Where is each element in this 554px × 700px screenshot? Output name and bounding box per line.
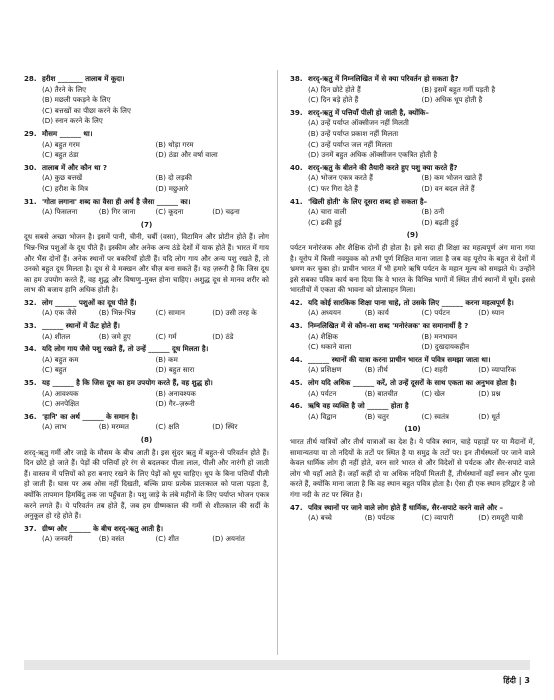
- question-number: 36.: [24, 411, 37, 421]
- option: (C) स्वतंत्र: [421, 411, 449, 421]
- option: (B) थोड़ा गरम: [155, 139, 194, 149]
- option: (D) चढ़ना: [212, 207, 240, 217]
- passage-text: शरद्-ऋतु गर्मी और जाड़े के मौसम के बीच आती है। इस सुंदर ऋतु में बहुत-से परिवर्तन होते हैं। दिन छोटे हो जाते हैं। पेड़ों की पत्तियाँ हरे रंग से बदलकर पीला लाल, पीली और नारंगी हो जाती हैं। वास्तव में पत्तियों को हरा बनाए रखने के लिए पेड़ों को धूप चाहिए। धूप के बिना पत्तियाँ पीली हो जाती हैं। घास पर अब ओस नहीं दिखती, बल्कि प्रायः प्रत्येक प्रातःकाल को पाला पड़ता है, क्योंकि तापमान हिमबिंदु तक जा पहुँचता है। पशु जाड़े के लंबे महीनों के लिए पर्याप्त भोजन एकत्र करने लगते हैं। ये परिवर्तन तब होते हैं, जब हम ग्रीष्मकाल की गर्मी से शीतकाल की सर्दी के अनुकूल हो रहे होते हैं।: [24, 447, 269, 521]
- option-row: [290, 85, 535, 96]
- question-text: ______ स्थानों की यात्रा करना प्राचीन भारत में पवित्र समझा जाता था।: [308, 354, 491, 364]
- option: (B) मनभावन: [421, 331, 458, 341]
- option: (B) कम भोजन खाते हैं: [421, 173, 483, 183]
- column-divider: [277, 70, 278, 655]
- passage-text: पर्यटन मनोरंजक और शैक्षिक दोनों ही होता है। इसे सदा ही शिक्षा का महत्वपूर्ण अंग माना गया है। यूरोप में किसी नवयुवक को तभी पूर्ण शिक्षित माना जाता है जब वह यूरोप के बहुत से देशों में भ्रमण कर चुका हो। प्राचीन भारत में भी हमारे ऋषि पर्यटन के महान मूल्य को समझते थे। उन्होंने इसे सबका पवित्र कार्य बना दिया कि वे भारत के विभिन्न भागों में स्थित तीर्थ स्थानों में घूमें। इससे भारतीयों में एकता की भावना को प्रोत्साहन मिला।: [290, 242, 535, 295]
- option: (B) ठनी: [421, 207, 445, 217]
- right-column: [290, 72, 535, 524]
- option: (C) क्षति: [155, 422, 180, 432]
- question-number: 43.: [290, 321, 303, 331]
- option: (D) स्थिर: [212, 422, 238, 432]
- passage-text: दूध सबसे अच्छा भोजन है। इसमें पानी, चीनी, चर्बी (वसा), विटामिन और प्रोटीन होते हैं। लोग भिन्न-भिन्न पशुओं के दूध पीते हैं। इस्कीम और अनेक अन्य ठंडे देशों में याक होते हैं। भारत में गाय और भैंस दोनों हैं। अनेक स्थानों पर बकरियाँ होती हैं। यदि लोग गाय और अन्य पशु रखते हैं, तो उनको बहुत दूध मिलता है। दूध से वे मक्खन और चीज़ बना सकते हैं। यह ज़रूरी है कि जिस दूध का हम उपयोग करते हैं, वह शुद्ध और विषाणु–मुक्त होना चाहिए। अशुद्ध दूध से मानव शरीर को लाभ की बजाय हानि अधिक होती है।: [24, 232, 269, 295]
- question: [290, 163, 535, 174]
- option-row: [24, 399, 269, 410]
- option: (D) उनमें बहुत अधिक ऑक्सीजन एकत्रित होती है: [308, 150, 438, 160]
- passage-number: (8): [140, 435, 153, 444]
- option-row: [24, 534, 269, 545]
- question-text: मौसम ______ था।: [42, 128, 93, 138]
- question-text: 'गोता लगाना' शब्द का वैसा ही अर्थ है जैसा ______ का।: [42, 196, 191, 206]
- option: (A) जनवरी: [42, 534, 73, 544]
- option: (B) भिन्न-भिन्न: [98, 308, 136, 318]
- option: (B) जमे हुए: [98, 331, 131, 341]
- question-text: हरीश _______ तालाब में कूदा।: [42, 74, 125, 83]
- option-row: [24, 173, 269, 184]
- page-footer: हिंदी | 3: [503, 676, 530, 685]
- option-row: [290, 207, 535, 218]
- question-text: निम्नलिखित में से कौन–सा शब्द 'मनोरंजक' का समानार्थी है ?: [308, 321, 469, 331]
- option-row: [24, 365, 269, 376]
- option: (D) अधिक धूप होती है: [421, 95, 483, 105]
- option: (A) तैरने के लिए: [42, 84, 87, 94]
- option: (A) लाभ: [42, 422, 67, 432]
- question-text: शरद्-ऋतु में निम्नलिखित में से क्या परिवर्तन हो सकता है?: [308, 74, 459, 83]
- option: (B) बातचीत: [364, 388, 398, 398]
- option: (A) उन्हें पर्याप्त ऑक्सीजन नहीं मिलती: [308, 118, 409, 128]
- question-number: 45.: [290, 378, 303, 388]
- option: (C) अनपेक्षित: [42, 399, 80, 409]
- option: (A) एक जैसे: [42, 308, 77, 318]
- option: (A) शैक्षिक: [308, 331, 338, 341]
- question: [290, 355, 535, 366]
- option: (A) अध्ययन: [308, 308, 341, 318]
- option-row: [290, 365, 535, 376]
- option-row: [24, 355, 269, 366]
- question: [290, 503, 535, 514]
- option: (D) धूर्त: [478, 411, 500, 421]
- option: (B) इसमें बहुत गर्मी पड़ती है: [421, 84, 496, 94]
- passage-number: (7): [140, 219, 153, 229]
- option: (B) मछली पकड़ने के लिए: [42, 95, 111, 105]
- question: [24, 74, 269, 85]
- question-text: ______ स्थानों में ऊँट होते हैं।: [42, 321, 120, 331]
- option: (A) फिसलना: [42, 207, 78, 217]
- option: (D) दुखदायकहीन: [421, 342, 470, 352]
- option: (A) बहुत कम: [42, 354, 79, 364]
- option: (A) चारा वाली: [308, 207, 347, 217]
- option-row: [24, 308, 269, 319]
- option: (D) उसी तरह के: [212, 308, 257, 318]
- option-row: [290, 184, 535, 195]
- question: [290, 108, 535, 119]
- question-number: 33.: [24, 321, 37, 331]
- question-text: तालाब में और कौन था ?: [42, 162, 108, 172]
- passage-number: (10): [404, 424, 421, 434]
- question-text: 'हानि' का अर्थ ______ के समान है।: [42, 411, 138, 421]
- option: (C) बहुत: [42, 365, 67, 375]
- option: (B) पर्यटक: [364, 513, 395, 523]
- option: (D) स्नान करने के लिए: [42, 116, 103, 126]
- option-row: [290, 95, 535, 106]
- option-row: [24, 184, 269, 195]
- question-text: ग्रीष्म और ______ के बीच शरद्-ऋतु आती है।: [42, 523, 164, 533]
- option-row: [290, 389, 535, 400]
- question-number: 47.: [290, 502, 303, 512]
- option: (A) विद्वान: [308, 411, 337, 421]
- option: (B) उन्हें पर्याप्त प्रकाश नहीं मिलता: [308, 128, 399, 138]
- option: (C) ढकी हुई: [308, 217, 342, 227]
- option-row: [290, 332, 535, 343]
- option: (C) फर गिरा देते हैं: [308, 183, 359, 193]
- option: (C) हरीश के मित्र: [42, 183, 89, 193]
- option: (B) अनावश्यक: [155, 388, 196, 398]
- question: [290, 378, 535, 389]
- option: (A) बच्चे: [308, 513, 332, 523]
- question-number: 46.: [290, 401, 303, 411]
- option: (A) पर्यटन: [308, 388, 337, 398]
- question: [24, 412, 269, 423]
- question-number: 32.: [24, 297, 37, 307]
- footer-bar: [24, 660, 530, 670]
- option: (B) मरम्मत: [98, 422, 129, 432]
- option: (C) पर्यटन: [421, 308, 450, 318]
- question-number: 37.: [24, 523, 37, 533]
- option-row: [24, 207, 269, 218]
- question-text: ऋषि वह व्यक्ति है जो ______ होता है: [308, 401, 409, 411]
- option-row: [290, 218, 535, 229]
- option: (B) कम: [155, 354, 178, 364]
- option: (C) दिन बड़े होते हैं: [308, 95, 359, 105]
- question: [24, 197, 269, 208]
- question-text: पवित्र स्थानों पर जाने वाले लोग होते हैं धार्मिक, सैर-सपाटे करने वाले और –: [308, 502, 504, 512]
- option: (D) बहुत सारा: [155, 365, 195, 375]
- option: (D) ठंडे: [212, 331, 234, 341]
- option: (D) वन बदल लेते हैं: [421, 183, 475, 193]
- option-row: [290, 342, 535, 353]
- left-column: [24, 72, 269, 545]
- question: [24, 344, 269, 355]
- option: (C) बत्तखों का पीछा करने के लिए: [42, 105, 131, 115]
- question: [24, 378, 269, 389]
- question-text: शरद्-ऋतु में पत्तियाँ पीली हो जाती है, क्योंकि–: [308, 107, 429, 117]
- question: [290, 298, 535, 309]
- question-number: 34.: [24, 344, 37, 354]
- question: [290, 74, 535, 85]
- passage-text: भारत तीर्थ यात्रियों और तीर्थ यात्राओं का देश है। ये पवित्र स्थान, चाहे पहाड़ों पर या मैदानों में, सामान्यतया या तो नदियों के तटों पर स्थित है या समुद्र के तटों पर। इन तीर्थस्थलों पर जाने वाले केवल धार्मिक लोग ही नहीं होते, वरन सारे भारत से और विदेशों से पर्यटक और सैर-सपाटे वाले लोग भी यहाँ आते हैं। जहाँ कहीं दो या अधिक नदियाँ मिलती हैं, तीर्थस्थानों वहाँ स्नान और पूजा करते हैं, क्योंकि माना जाता है कि वह स्थान बहुत पवित्र होता है। ऐसा ही एक स्थान हरिद्वार है जो गंगा नदी के तट पर स्थित है।: [290, 437, 535, 499]
- option: (C) बहुत ठंडा: [42, 150, 79, 160]
- question-number: 29.: [24, 128, 37, 138]
- option: (C) शहरी: [421, 365, 448, 375]
- question-number: 40.: [290, 162, 303, 172]
- option: (D) बढ़ती हुई: [421, 217, 459, 227]
- option-row: [290, 513, 535, 524]
- question: [24, 298, 269, 309]
- question-number: 31.: [24, 196, 37, 206]
- question-number: 41.: [290, 196, 303, 206]
- option: (C) खेल: [421, 388, 445, 398]
- option: (C) कूदना: [155, 207, 184, 217]
- question: [290, 401, 535, 412]
- question: [24, 524, 269, 535]
- option-row: [24, 389, 269, 400]
- option: (C) सामान: [155, 308, 185, 318]
- question: [290, 197, 535, 208]
- question-text: लोग यदि अधिक ______ करें, तो उन्हें दूसरों के साथ एकता का अनुभव होता है।: [308, 378, 517, 388]
- option: (B) तीर्थ: [364, 365, 388, 375]
- question-text: यदि कोई सारकिक शिक्षा पाना चाहे, तो उसके लिए ______ करना महत्वपूर्ण है।: [308, 297, 514, 307]
- option: (A) भोजन एकत्र करते हैं: [308, 173, 373, 183]
- question-number: 30.: [24, 162, 37, 172]
- option: (C) व्यापारी: [421, 513, 454, 523]
- option: (D) अयनांत: [212, 534, 245, 544]
- question-number: 42.: [290, 297, 303, 307]
- question-number: 44.: [290, 354, 303, 364]
- question-number: 39.: [290, 107, 303, 117]
- option: (C) शीत: [155, 534, 179, 544]
- option: (B) वसंत: [98, 534, 125, 544]
- option: (D) रामदूरी यात्री: [478, 513, 523, 523]
- question: [290, 321, 535, 332]
- option: (C) उन्हें पर्याप्त जल नहीं मिलता: [308, 139, 393, 149]
- question-text: यह ______ है कि जिस दूध का हम उपयोग करते हैं, वह शुद्ध हो।: [42, 378, 213, 388]
- option-row: [24, 140, 269, 151]
- question: [24, 321, 269, 332]
- option-row: [24, 422, 269, 433]
- option: (D) गैर–ज़रूरी: [155, 399, 195, 409]
- question: [24, 129, 269, 140]
- question-text: लोग ______ पशुओं का दूध पीते हैं।: [42, 297, 137, 307]
- option: (A) दिन छोटे होते हैं: [308, 84, 361, 94]
- option: (B) कार्य: [364, 308, 389, 318]
- option: (B) दो लड़की: [155, 173, 192, 183]
- option: (D) मछुआरे: [155, 183, 189, 193]
- question: [24, 163, 269, 174]
- question-text: 'खिली होती' के लिए दूसरा शब्द हो सकता है–: [308, 196, 428, 206]
- question-text: शरद्-ऋतु के बीतने की तैयारी करते हुए पशु क्या करते हैं?: [308, 162, 458, 172]
- question-number: 35.: [24, 378, 37, 388]
- option: (B) चतुर: [364, 411, 389, 421]
- option: (A) शीतल: [42, 331, 71, 341]
- option-row: [24, 150, 269, 161]
- option-row: [290, 308, 535, 319]
- option-row: [290, 173, 535, 184]
- question-number: 28.: [24, 74, 37, 83]
- question-text: यदि लोग गाय जैसे पशु रखते हैं, तो उन्हें ______ दूध मिलता है।: [42, 344, 209, 354]
- option: (A) कुछ बत्तखें: [42, 173, 83, 183]
- passage-number: (9): [406, 230, 419, 240]
- option: (D) प्रश्न: [478, 388, 501, 398]
- option: (C) थकाने वाला: [308, 342, 352, 352]
- option: (A) प्रशिक्षण: [308, 365, 342, 375]
- option: (C) गर्म: [155, 331, 177, 341]
- option: (D) व्यापारिक: [478, 365, 516, 375]
- option: (D) ध्यान: [478, 308, 505, 318]
- option: (A) आवश्यक: [42, 388, 79, 398]
- option: (A) बहुत गरम: [42, 139, 80, 149]
- option: (D) ठंडा और वर्षा वाला: [155, 150, 218, 160]
- option-row: [290, 412, 535, 423]
- option-row: [24, 332, 269, 343]
- question-number: 38.: [290, 74, 303, 83]
- option: (B) गिर जाना: [98, 207, 136, 217]
